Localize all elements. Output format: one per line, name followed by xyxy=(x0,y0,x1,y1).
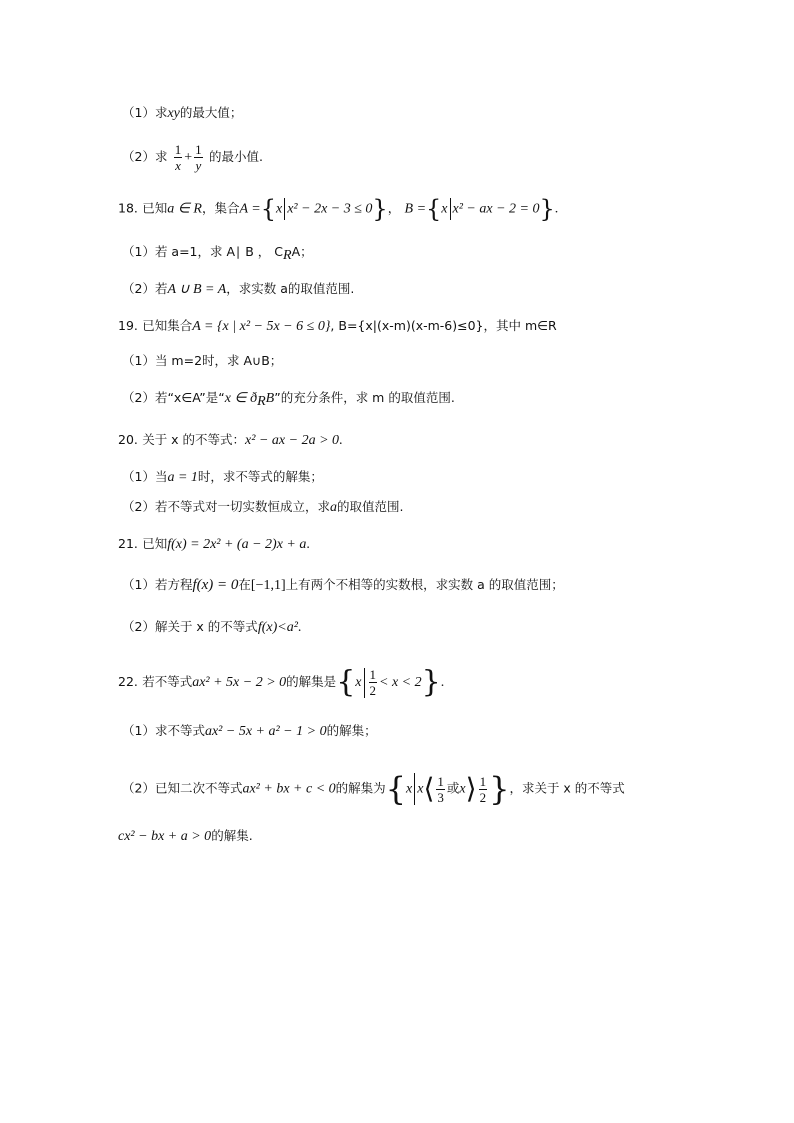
q19-p2-a: （2）若“x∈A”是“ xyxy=(122,390,225,405)
left-angle: ⟨ xyxy=(423,772,435,805)
q21-p1-c: 上有两个不相等的实数根，求实数 a 的取值范围； xyxy=(285,577,564,592)
set-x-right: x xyxy=(459,781,466,797)
q21-part2 xyxy=(122,617,301,638)
numerator: 1 xyxy=(369,667,376,682)
q19-stem-text: 已知集合 xyxy=(142,318,193,333)
q22-part2 xyxy=(122,770,625,808)
set-tail: < x < 2 xyxy=(379,675,422,690)
q18-a-in-r: a ∈ R xyxy=(167,201,202,217)
q17-p1-suffix: 的最大值； xyxy=(179,105,243,120)
fraction-1-over-y xyxy=(194,142,203,173)
q20-p2-var: a xyxy=(329,500,337,515)
q17-part2 xyxy=(122,142,263,173)
set-bar xyxy=(284,198,285,220)
fraction-1-over-2 xyxy=(479,774,488,805)
set-var: x xyxy=(355,675,362,690)
left-brace: { xyxy=(336,664,356,700)
q21-p2-math: f(x)<a² xyxy=(257,620,298,635)
right-angle: ⟩ xyxy=(465,772,477,805)
q17-p2-prefix: （2）求 xyxy=(122,149,168,164)
q21-stem xyxy=(118,534,310,555)
q21-stem-text: 已知 xyxy=(142,536,168,551)
q18-p2-prefix: （2）若 xyxy=(122,281,168,296)
right-brace: } xyxy=(539,195,555,223)
set-bar xyxy=(450,198,451,220)
right-brace: } xyxy=(489,770,510,808)
denominator: 2 xyxy=(479,789,487,805)
q18-p1-text: （1）若 a=1，求 A∣ B ， C xyxy=(122,244,284,259)
set-a-var: x xyxy=(276,201,283,217)
q18-comma: ， xyxy=(387,200,401,216)
q18-period: . xyxy=(554,201,559,217)
right-brace: } xyxy=(372,195,388,223)
q22-p2-a: （2）已知二次不等式 xyxy=(122,780,243,796)
q19-p2-math: x ∈ ð xyxy=(224,391,258,406)
q19-stem xyxy=(118,316,557,337)
q20-p2-b: 的取值范围. xyxy=(336,499,404,514)
q20-p1-b: 时，求不等式的解集； xyxy=(197,469,323,484)
left-brace: { xyxy=(260,195,276,223)
right-brace: } xyxy=(421,664,441,700)
q21-function: f(x) = 2x² + (a − 2)x + a xyxy=(167,537,307,552)
q22-stem-b: 的解集是 xyxy=(286,674,337,689)
q18-stem-a: 已知 xyxy=(142,200,168,216)
numerator: 1 xyxy=(195,142,202,157)
numerator: 1 xyxy=(479,773,487,789)
q19-part2 xyxy=(122,388,455,409)
q21-p1-interval: [−1,1] xyxy=(250,578,286,593)
fraction-1-over-3 xyxy=(436,774,445,805)
question-number: 19. xyxy=(118,318,138,333)
denominator: x xyxy=(175,158,181,173)
q21-period: . xyxy=(306,537,310,552)
q18-part2 xyxy=(122,279,354,300)
q19-p2-b: B xyxy=(265,391,275,406)
q19-part1 xyxy=(122,351,282,371)
set-b-var: x xyxy=(441,201,448,217)
question-number: 18. xyxy=(118,200,138,216)
set-b-condition: x² − ax − 2 = 0 xyxy=(452,201,540,217)
set-a-condition: x² − 2x − 3 ≤ 0 xyxy=(287,201,373,217)
q17-p1-prefix: （1）求 xyxy=(122,105,168,120)
q18-p2-math: A ∪ B = A xyxy=(167,282,227,297)
q20-period: . xyxy=(339,433,343,448)
q20-stem xyxy=(118,430,343,451)
left-brace: { xyxy=(385,770,407,808)
q19-set-b: , B={x|(x-m)(x-m-6)≤0}，其中 m∈R xyxy=(330,318,557,333)
set-a-lhs: A = xyxy=(239,201,261,217)
set-bar xyxy=(414,773,415,805)
set-b-lhs: B = xyxy=(404,201,427,217)
q22-period: . xyxy=(440,675,445,690)
q22-part2-continuation xyxy=(118,826,253,847)
set-x-left: x xyxy=(417,781,424,797)
q21-p1-math: f(x) = 0 xyxy=(192,577,239,593)
q21-part1 xyxy=(122,575,564,596)
q21-p2-a: （2）解关于 x 的不等式 xyxy=(122,619,258,634)
q19-p2-c: ”的充分条件，求 m 的取值范围. xyxy=(274,390,455,405)
fraction-1-over-2 xyxy=(369,667,378,698)
numerator: 1 xyxy=(437,773,444,789)
question-number: 20. xyxy=(118,432,138,447)
q19-p1-text: （1）当 m=2时，求 A∪B； xyxy=(122,353,283,368)
q20-inequality: x² − ax − 2a > 0 xyxy=(245,433,340,448)
q21-p2-period: . xyxy=(297,620,302,635)
or-word: 或 xyxy=(446,780,460,796)
q18-p1-end: A； xyxy=(291,244,313,259)
q17-part1 xyxy=(122,103,242,124)
q17-p1-var: xy xyxy=(167,106,180,121)
question-number: 21. xyxy=(118,536,138,551)
q20-p2-a: （2）若不等式对一切实数恒成立，求 xyxy=(122,499,330,514)
fraction-1-over-x xyxy=(174,142,183,173)
denominator: 3 xyxy=(437,789,444,805)
q22-stem-a: 若不等式 xyxy=(142,674,193,689)
q18-p2-suffix: ，求实数 a的取值范围. xyxy=(226,281,355,296)
q22-p1-b: 的解集； xyxy=(326,723,377,738)
q19-set-a: A = {x | x² − 5x − 6 ≤ 0} xyxy=(192,319,331,334)
set-bar xyxy=(364,668,365,698)
q18-stem xyxy=(118,195,559,223)
denominator: y xyxy=(195,158,202,173)
left-brace: { xyxy=(426,195,442,223)
q19-p2-sub: R xyxy=(257,394,266,409)
q20-stem-text: 关于 x 的不等式： xyxy=(142,432,246,447)
q22-stem xyxy=(118,664,445,700)
q22-p3-suffix: 的解集. xyxy=(211,828,253,843)
q21-p1-a: （1）若方程 xyxy=(122,577,193,592)
q22-p2-inequality: ax² + bx + c < 0 xyxy=(242,781,336,797)
q17-p2-suffix: 的最小值. xyxy=(208,149,263,164)
q22-p1-inequality: ax² − 5x + a² − 1 > 0 xyxy=(204,724,327,739)
question-number: 22. xyxy=(118,674,138,689)
q22-p2-b: 的解集为 xyxy=(335,780,386,796)
q22-p1-a: （1）求不等式 xyxy=(122,723,205,738)
q20-part2 xyxy=(122,497,403,518)
q22-p2-c: ，求关于 x 的不等式 xyxy=(509,780,625,796)
q20-p1-math: a = 1 xyxy=(167,470,198,485)
q20-part1 xyxy=(122,467,323,488)
q22-part1 xyxy=(122,721,377,742)
q20-p1-a: （1）当 xyxy=(122,469,168,484)
q22-inequality: ax² + 5x − 2 > 0 xyxy=(192,675,287,690)
denominator: 2 xyxy=(369,683,376,698)
q22-p3-inequality: cx² − bx + a > 0 xyxy=(118,829,212,844)
q21-p1-b: 在 xyxy=(238,577,251,592)
q18-p1-sub: R xyxy=(283,248,292,263)
numerator: 1 xyxy=(174,142,182,157)
set-var: x xyxy=(406,781,413,797)
plus-sign: + xyxy=(184,150,193,165)
q18-stem-b: ，集合 xyxy=(201,200,240,216)
q18-part1 xyxy=(122,242,313,262)
